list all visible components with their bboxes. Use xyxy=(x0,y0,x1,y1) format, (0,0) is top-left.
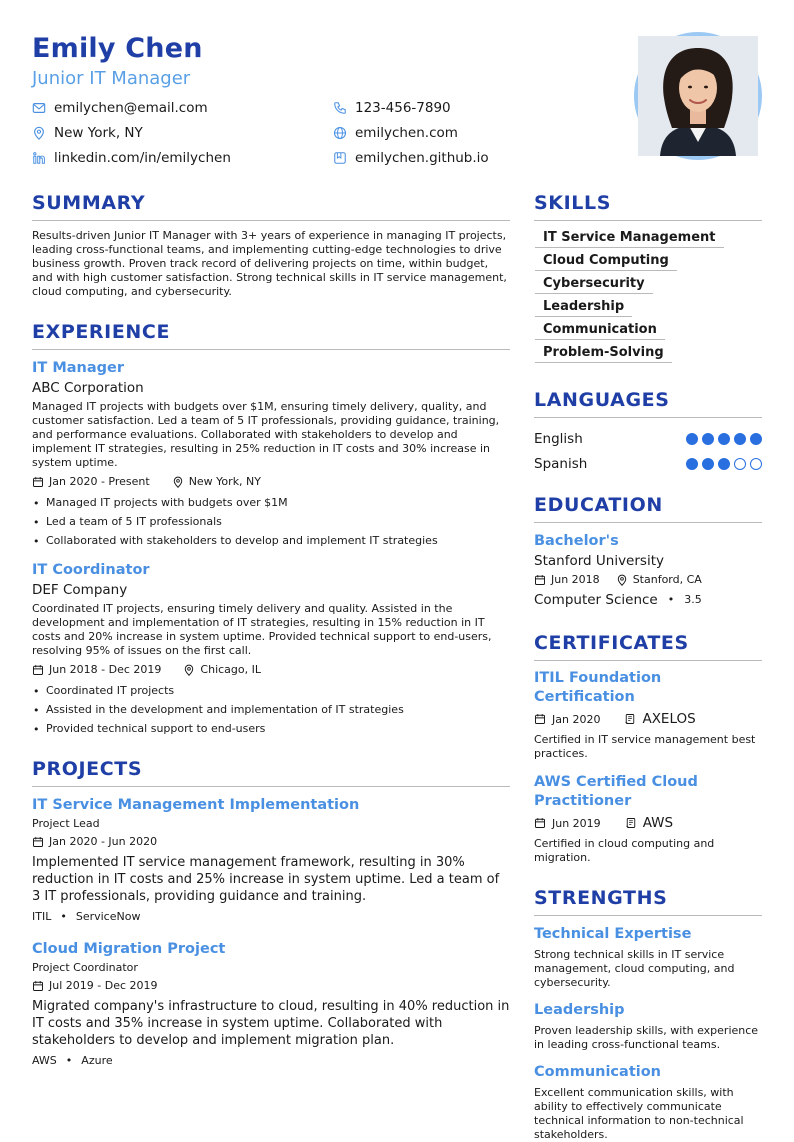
skill-tag: Cloud Computing xyxy=(535,252,677,271)
language-row xyxy=(534,451,762,476)
level-dot-filled xyxy=(702,458,714,470)
job-entry xyxy=(32,560,510,738)
education-location xyxy=(616,572,702,588)
job-dates xyxy=(32,662,161,678)
education-dates xyxy=(534,572,600,588)
education-dates-text: Jun 2018 xyxy=(551,573,600,586)
skills-list xyxy=(534,229,762,363)
level-dot-empty xyxy=(734,458,746,470)
website-text: emilychen.com xyxy=(355,125,458,141)
project-entry xyxy=(32,939,510,1069)
skill-tag: Problem-Solving xyxy=(535,344,672,363)
language-level xyxy=(686,433,762,445)
project-dates-text: Jan 2020 - Jun 2020 xyxy=(49,835,158,848)
skill-tag: Communication xyxy=(535,321,665,340)
certificate-icon xyxy=(625,817,637,829)
strengths-heading: STRENGTHS xyxy=(534,885,762,916)
education-heading: EDUCATION xyxy=(534,492,762,523)
certificate-issuer-text: AXELOS xyxy=(642,711,696,727)
project-description: Implemented IT service management framework, resulting in 30% reduction in IT costs and 25% increase in system uptime. Led a team of 3 IT professionals, providing guidance and training. xyxy=(32,855,500,904)
skill-tag: IT Service Management xyxy=(535,229,724,248)
right-column xyxy=(534,190,762,1142)
email-text: emilychen@email.com xyxy=(54,100,208,116)
phone-icon xyxy=(333,101,347,115)
project-dates-text: Jul 2019 - Dec 2019 xyxy=(49,979,158,992)
job-bullets xyxy=(32,681,510,738)
certificate-date xyxy=(534,817,601,830)
certificates-heading: CERTIFICATES xyxy=(534,630,762,661)
skills-section xyxy=(534,190,762,363)
project-role: Project Lead xyxy=(32,817,100,830)
profile-photo-illustration xyxy=(638,36,758,156)
project-dates xyxy=(32,834,157,850)
job-description: Managed IT projects with budgets over $1M, ensuring timely delivery, quality, and customer satisfaction. Led a team of 5 IT professionals, providing guidance, training, and performance evaluations. Collaborated with stakeholders to develop and implement IT strategies, resulting in 25% reduction in IT costs and 30% increase in system uptime. xyxy=(32,400,500,469)
project-meta xyxy=(32,978,510,994)
calendar-icon xyxy=(32,476,44,488)
strength-description: Strong technical skills in IT service management, cloud computing, and cybersecurity. xyxy=(534,948,735,989)
map-pin-icon xyxy=(616,574,628,586)
project-tag: ITIL xyxy=(32,910,52,923)
certificates-section xyxy=(534,630,762,865)
job-location xyxy=(172,474,261,490)
phone-text: 123-456-7890 xyxy=(355,100,451,116)
calendar-icon xyxy=(534,713,546,725)
project-tag: AWS xyxy=(32,1054,57,1067)
languages-heading: LANGUAGES xyxy=(534,387,762,418)
level-dot-filled xyxy=(750,433,762,445)
project-tags xyxy=(32,1053,510,1069)
project-title: Cloud Migration Project xyxy=(32,941,226,957)
level-dot-empty xyxy=(750,458,762,470)
list-item: • Managed IT projects with budgets over $1M xyxy=(32,493,510,512)
certificate-title: ITIL Foundation Certification xyxy=(534,670,662,705)
level-dot-filled xyxy=(702,433,714,445)
strength-description: Proven leadership skills, with experience in leading cross-functional teams. xyxy=(534,1024,759,1051)
level-dot-filled xyxy=(686,433,698,445)
education-meta xyxy=(534,572,762,588)
skills-heading: SKILLS xyxy=(534,190,762,221)
project-meta xyxy=(32,834,510,850)
education-gpa: 3.5 xyxy=(684,593,702,606)
job-location-text: Chicago, IL xyxy=(200,663,261,676)
calendar-icon xyxy=(32,980,44,992)
education-field-row xyxy=(534,590,762,610)
profile-photo xyxy=(634,32,762,160)
certificate-date-text: Jan 2020 xyxy=(552,712,601,726)
job-dates-text: Jun 2018 - Dec 2019 xyxy=(49,663,162,676)
strength-entry xyxy=(534,924,762,990)
certificate-meta xyxy=(534,815,762,831)
map-pin-icon xyxy=(183,664,195,676)
certificate-title: AWS Certified Cloud Practitioner xyxy=(534,774,698,809)
list-item: • Provided technical support to end-users xyxy=(32,719,510,738)
job-location xyxy=(183,662,261,678)
list-item: • Assisted in the development and implementation of IT strategies xyxy=(32,700,510,719)
job-bullets xyxy=(32,493,510,550)
languages-section xyxy=(534,387,762,476)
contact-linkedin[interactable] xyxy=(32,148,231,168)
project-dates xyxy=(32,978,158,994)
experience-heading: EXPERIENCE xyxy=(32,319,510,350)
candidate-name: Emily Chen xyxy=(32,33,203,64)
strength-title: Leadership xyxy=(534,1002,625,1018)
separator-dot: • xyxy=(65,1054,73,1067)
contact-phone[interactable] xyxy=(333,98,451,118)
strength-entry xyxy=(534,1000,762,1052)
job-entry xyxy=(32,358,510,550)
strength-title: Communication xyxy=(534,1064,662,1080)
location-text: New York, NY xyxy=(54,125,143,141)
resume-header xyxy=(32,32,762,172)
separator-dot: • xyxy=(667,593,675,606)
education-school: Stanford University xyxy=(534,553,664,569)
certificate-description: Certified in cloud computing and migration. xyxy=(534,837,715,864)
experience-section xyxy=(32,319,510,738)
certificate-icon xyxy=(624,713,636,725)
calendar-icon xyxy=(534,817,546,829)
job-title: IT Manager xyxy=(32,360,125,376)
language-level xyxy=(686,458,762,470)
project-tags xyxy=(32,909,510,925)
left-column xyxy=(32,190,510,1069)
list-item: • Coordinated IT projects xyxy=(32,681,510,700)
level-dot-filled xyxy=(718,458,730,470)
summary-heading: SUMMARY xyxy=(32,190,510,221)
map-pin-icon xyxy=(172,476,184,488)
language-name: Spanish xyxy=(534,455,588,472)
certificate-issuer-text: AWS xyxy=(642,815,674,831)
job-meta xyxy=(32,474,510,490)
separator-dot: • xyxy=(60,910,67,923)
github-text: emilychen.github.io xyxy=(355,150,489,166)
language-row xyxy=(534,426,762,451)
level-dot-filled xyxy=(734,433,746,445)
calendar-icon xyxy=(534,574,546,586)
job-meta xyxy=(32,662,510,678)
education-location-text: Stanford, CA xyxy=(632,573,702,586)
strength-description: Excellent communication skills, with ability to effectively communicate technical information to non-technical stakeholders. xyxy=(534,1086,744,1141)
job-company: ABC Corporation xyxy=(32,380,144,396)
certificate-entry xyxy=(534,669,762,761)
summary-section xyxy=(32,190,510,299)
project-role: Project Coordinator xyxy=(32,961,138,974)
strengths-section xyxy=(534,885,762,1142)
calendar-icon xyxy=(32,664,44,676)
contact-website[interactable] xyxy=(333,123,458,143)
certificate-description: Certified in IT service management best practices. xyxy=(534,733,756,760)
calendar-icon xyxy=(32,836,44,848)
level-dot-filled xyxy=(686,458,698,470)
skill-tag: Leadership xyxy=(535,298,632,317)
education-degree: Bachelor's xyxy=(534,533,619,549)
job-dates-text: Jan 2020 - Present xyxy=(49,475,150,488)
job-company: DEF Company xyxy=(32,582,128,598)
map-pin-icon xyxy=(32,126,46,140)
project-description: Migrated company's infrastructure to cloud, resulting in 40% reduction in IT costs and 35% increase in system uptime. Collaborated with stakeholders to develop and implement migration plan. xyxy=(32,999,510,1048)
globe-icon xyxy=(333,126,347,140)
list-item: • Collaborated with stakeholders to develop and implement IT strategies xyxy=(32,531,510,550)
language-name: English xyxy=(534,430,583,447)
strength-title: Technical Expertise xyxy=(534,926,692,942)
summary-text: Results-driven Junior IT Manager with 3+ years of experience in managing IT projects, leading cross-functional teams, and implementing cutting-edge technologies to drive business growth. Proven track record of delivering projects on time, within budget, and with high customer satisfaction. Strong technical skills in IT service management, cloud computing, and cybersecurity. xyxy=(32,229,507,298)
project-title: IT Service Management Implementation xyxy=(32,797,360,813)
projects-heading: PROJECTS xyxy=(32,756,510,787)
level-dot-filled xyxy=(718,433,730,445)
education-field: Computer Science xyxy=(534,592,658,608)
certificate-date-text: Jun 2019 xyxy=(552,816,601,830)
job-location-text: New York, NY xyxy=(188,475,261,488)
list-item: • Led a team of 5 IT professionals xyxy=(32,512,510,531)
education-section xyxy=(534,492,762,610)
contact-location xyxy=(32,123,143,143)
project-entry xyxy=(32,795,510,925)
certificate-meta xyxy=(534,711,762,727)
project-tag: Azure xyxy=(81,1054,113,1067)
skill-tag: Cybersecurity xyxy=(535,275,653,294)
contact-email[interactable] xyxy=(32,98,208,118)
certificate-date xyxy=(534,713,600,726)
job-dates xyxy=(32,474,150,490)
strength-entry xyxy=(534,1062,762,1142)
linkedin-icon xyxy=(32,151,46,165)
job-description: Coordinated IT projects, ensuring timely delivery and quality. Assisted in the development and implementation of IT strategies, resulting in 15% reduction in IT costs and 20% increase in system uptime. Provided technical support to end-users, resolving 95% of issues on the first call. xyxy=(32,602,492,657)
job-title: IT Coordinator xyxy=(32,562,150,578)
projects-section xyxy=(32,756,510,1069)
project-tag: ServiceNow xyxy=(75,910,141,923)
certificate-issuer xyxy=(625,815,673,831)
certificate-entry xyxy=(534,773,762,865)
portfolio-icon xyxy=(333,151,347,165)
contact-github[interactable] xyxy=(333,148,489,168)
envelope-icon xyxy=(32,101,46,115)
certificate-issuer xyxy=(624,711,695,727)
candidate-title: Junior IT Manager xyxy=(32,68,191,89)
linkedin-text: linkedin.com/in/emilychen xyxy=(54,150,231,166)
